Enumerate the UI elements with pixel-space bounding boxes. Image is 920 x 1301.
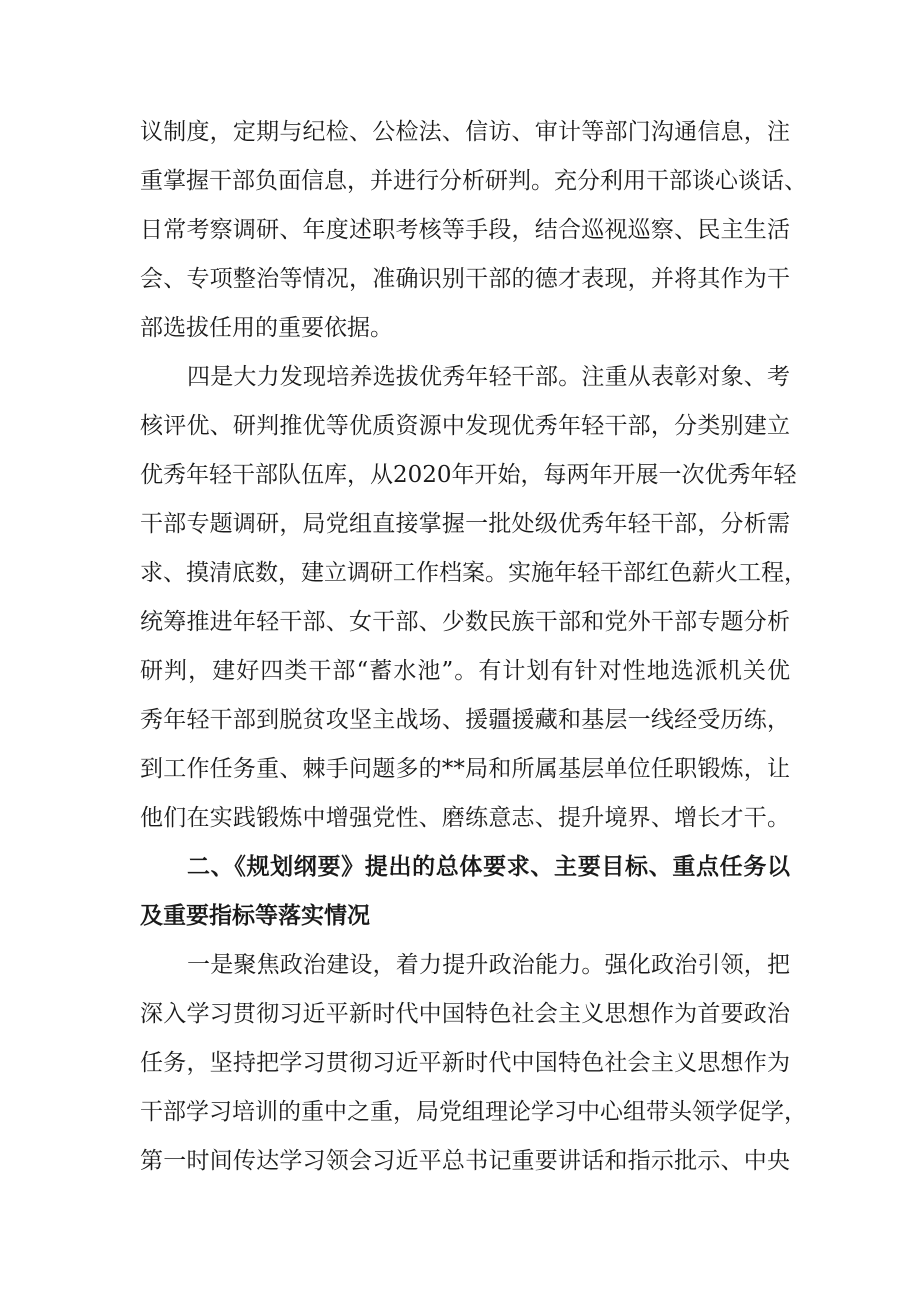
paragraph-2-line-1: 四是大力发现培养选拔优秀年轻干部。注重从表彰对象、考 — [187, 364, 790, 390]
paragraph-1-line-4: 会、专项整治等情况，准确识别干部的德才表现，并将其作为干 — [140, 266, 790, 292]
paragraph-2-line-10: 他们在实践锻炼中增强党性、磨练意志、提升境界、增长才干。 — [140, 805, 790, 831]
paragraph-2-line-5: 求、摸清底数，建立调研工作档案。实施年轻干部红色薪火工程， — [140, 560, 807, 586]
paragraph-3-line-4: 干部学习培训的重中之重，局党组理论学习中心组带头领学促学， — [140, 1099, 807, 1125]
paragraph-1-line-2: 重掌握干部负面信息，并进行分析研判。充分利用干部谈心谈话、 — [140, 168, 807, 194]
paragraph-2-line-3: 优秀年轻干部队伍库，从2020年开始，每两年开展一次优秀年轻 — [140, 462, 797, 488]
paragraph-1-line-3: 日常考察调研、年度述职考核等手段，结合巡视巡察、民主生活 — [140, 217, 790, 243]
paragraph-2-line-8: 秀年轻干部到脱贫攻坚主战场、援疆援藏和基层一线经受历练， — [140, 707, 790, 733]
paragraph-2-line-9: 到工作任务重、棘手问题多的**局和所属基层单位任职锻炼，让 — [140, 756, 790, 782]
paragraph-1-line-1: 议制度，定期与纪检、公检法、信访、审计等部门沟通信息，注 — [140, 119, 790, 145]
section-heading-line-2: 及重要指标等落实情况 — [140, 903, 370, 929]
paragraph-3-line-1: 一是聚焦政治建设，着力提升政治能力。强化政治引领，把 — [187, 952, 790, 978]
paragraph-1-line-5: 部选拔任用的重要依据。 — [140, 315, 393, 341]
paragraph-3-line-2: 深入学习贯彻习近平新时代中国特色社会主义思想作为首要政治 — [140, 1001, 790, 1027]
paragraph-3-line-5: 第一时间传达学习领会习近平总书记重要讲话和指示批示、中央 — [140, 1148, 790, 1174]
paragraph-2-line-7: 研判，建好四类干部“蓄水池”。有计划有针对性地选派机关优 — [140, 658, 790, 684]
paragraph-2-line-6: 统筹推进年轻干部、女干部、少数民族干部和党外干部专题分析 — [140, 609, 790, 635]
section-heading-line-1: 二、《规划纲要》提出的总体要求、主要目标、重点任务以 — [187, 854, 790, 880]
paragraph-2-line-4: 干部专题调研，局党组直接掌握一批处级优秀年轻干部，分析需 — [140, 511, 790, 537]
paragraph-3-line-3: 任务，坚持把学习贯彻习近平新时代中国特色社会主义思想作为 — [140, 1050, 790, 1076]
paragraph-2-line-2: 核评优、研判推优等优质资源中发现优秀年轻干部，分类别建立 — [140, 413, 790, 439]
